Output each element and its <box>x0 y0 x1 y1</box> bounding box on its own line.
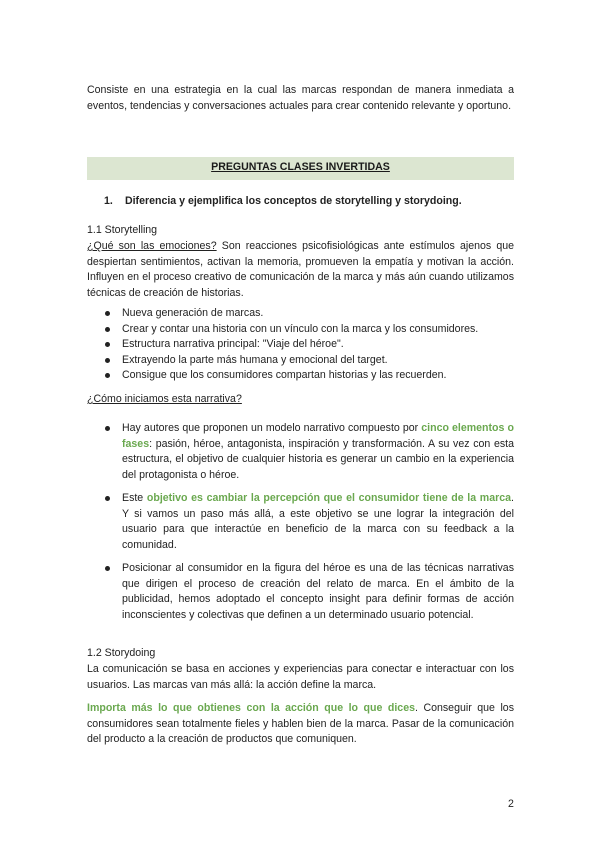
list-item: Estructura narrativa principal: "Viaje del héroe". <box>87 337 514 353</box>
storytelling-label: 1.1 Storytelling <box>87 224 158 236</box>
storydoing-highlight-paragraph <box>87 701 514 748</box>
narrative-question: ¿Cómo iniciamos esta narrativa? <box>87 393 242 405</box>
list-item: Este objetivo es cambiar la percepción que el consumidor tiene de la marca. Y si vamos un paso más allá, a este objetivo se une lograr la integración del usuario para que interactúe en beneficio de la marca con su feedback a la comunidad. <box>87 491 514 553</box>
section-header-title: PREGUNTAS CLASES INVERTIDAS <box>211 161 390 173</box>
question-1-number: 1. <box>104 195 113 207</box>
list-item: Consigue que los consumidores compartan historias y las recuerden. <box>87 368 514 384</box>
emotions-question: ¿Qué son las emociones? <box>87 240 217 252</box>
bullet-dot <box>105 327 110 332</box>
narrative-bullet-list-1 <box>87 421 514 483</box>
bullet-dot <box>105 566 110 571</box>
storydoing-paragraph: La comunicación se basa en acciones y experiencias para conectar e interactuar con los usuarios. Las marcas van más allá: la acción define la marca. <box>87 663 514 691</box>
bullet-dot <box>105 311 110 316</box>
emotions-paragraph <box>87 239 514 301</box>
bullet-dot <box>105 496 110 501</box>
intro-paragraph: Consiste en una estrategia en la cual las marcas respondan de manera inmediata a eventos, tendencias y conversaciones actuales para crear contenido relevante y oportuno. <box>87 84 514 112</box>
storydoing-label: 1.2 Storydoing <box>87 647 156 659</box>
bullet-dot <box>105 426 110 431</box>
list-item: Hay autores que proponen un modelo narrativo compuesto por cinco elementos o fases: pasión, héroe, antagonista, inspiración y transformación. A su vez con esta estructura, el objetivo de cualquier historia es generar un cambio en la experiencia del protagonista o héroe. <box>87 421 514 483</box>
bullet-dot <box>105 358 110 363</box>
narrative-bullet-list-2 <box>87 491 514 553</box>
highlight-text: objetivo es cambiar la percepción que el consumidor tiene de la marca <box>146 492 512 504</box>
storydoing-continuation: . Conseguir que los consumidores sean totalmente fieles y hablen bien de la marca. Pasar de la comunicación del producto a la creación de productos que comuniquen. <box>87 702 514 746</box>
highlight-text: Importa más lo que obtienes con la acción que lo que dices <box>87 702 415 714</box>
bullet-dot <box>105 373 110 378</box>
list-item: Extrayendo la parte más humana y emocional del target. <box>87 353 514 369</box>
highlight-text: cinco elementos o fases <box>122 422 514 450</box>
question-1-text: Diferencia y ejemplifica los conceptos de storytelling y storydoing. <box>124 195 462 207</box>
storytelling-bullet-list <box>87 306 514 384</box>
emotions-answer: Son reacciones psicofisiológicas ante estímulos ajenos que despiertan sentimientos, activan la memoria, promueven la empatía y motivan la acción. Influyen en el proceso creativo de comunicación de la marca y más aún cuando utilizamos técnicas de creación de historias. <box>87 240 514 299</box>
list-item: Posicionar al consumidor en la figura del héroe es una de las técnicas narrativas que dirigen el proceso de creación del relato de marca. En el ámbito de la publicidad, hemos adoptado el concepto insight para definir formas de acción inconscientes y colectivas que definen a un determinado usuario potencial. <box>87 561 514 623</box>
bullet-dot <box>105 342 110 347</box>
section-header-band <box>87 157 514 180</box>
question-1 <box>104 195 514 207</box>
page-number: 2 <box>508 798 514 810</box>
list-item: Crear y contar una historia con un vínculo con la marca y los consumidores. <box>87 322 514 338</box>
list-item: Nueva generación de marcas. <box>87 306 514 322</box>
narrative-bullet-list-3 <box>87 561 514 623</box>
